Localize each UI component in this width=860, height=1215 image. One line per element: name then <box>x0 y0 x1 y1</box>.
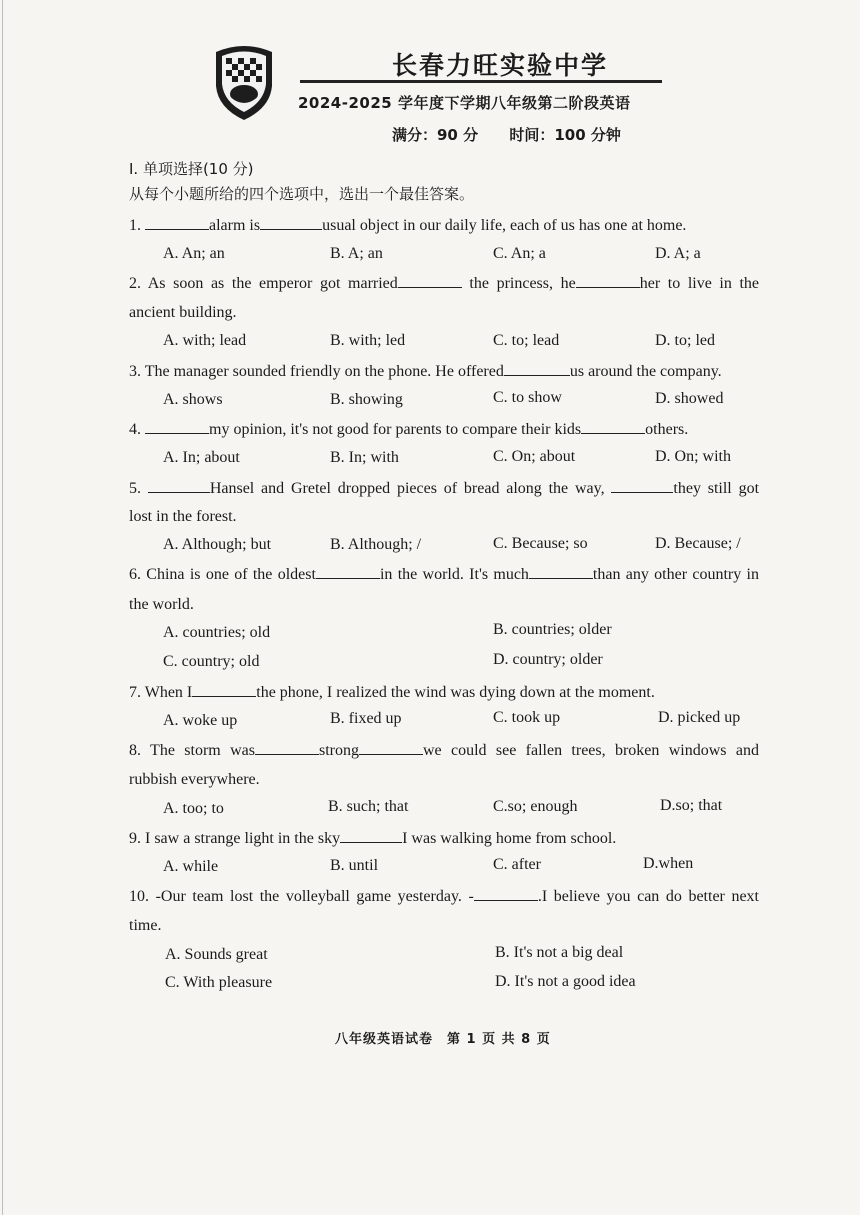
option-b[interactable]: B. such; that <box>328 798 409 815</box>
option-d[interactable]: D.when <box>643 855 694 872</box>
option-c[interactable]: C. to show <box>493 389 562 406</box>
answer-blank[interactable] <box>576 273 640 288</box>
option-d[interactable]: D. Because; / <box>655 535 741 552</box>
page-edge-line <box>2 0 3 1215</box>
option-d[interactable]: D. picked up <box>658 709 741 726</box>
section-title: I. 单项选择(10 分) <box>129 160 254 178</box>
option-a[interactable]: A. too; to <box>163 800 224 817</box>
option-b[interactable]: B. with; led <box>330 332 406 349</box>
answer-blank[interactable] <box>340 828 402 843</box>
answer-blank[interactable] <box>192 682 256 697</box>
option-a[interactable]: A. Sounds great <box>165 946 268 963</box>
answer-blank[interactable] <box>145 419 209 434</box>
option-a[interactable]: A. countries; old <box>163 624 271 641</box>
question-6-continued: the world. <box>129 596 194 613</box>
answer-blank[interactable] <box>611 478 673 493</box>
answer-blank[interactable] <box>504 361 570 376</box>
question-5-continued: lost in the forest. <box>129 508 237 525</box>
option-a[interactable]: A. woke up <box>163 712 238 729</box>
option-b[interactable]: B. A; an <box>330 245 383 262</box>
option-b[interactable]: B. Although; / <box>330 536 422 553</box>
title-divider <box>300 80 662 83</box>
option-a[interactable]: A. An; an <box>163 245 225 262</box>
question-5: 5. Hansel and Gretel dropped pieces of bread along the way, they still got <box>129 480 760 497</box>
answer-blank[interactable] <box>255 740 319 755</box>
option-a[interactable]: A. shows <box>163 391 223 408</box>
option-c[interactable]: C. On; about <box>493 448 576 465</box>
answer-blank[interactable] <box>260 215 322 230</box>
option-b[interactable]: B. It's not a big deal <box>495 944 624 961</box>
section-instruction: 从每个小题所给的四个选项中，选出一个最佳答案。 <box>129 185 475 203</box>
answer-blank[interactable] <box>529 564 593 579</box>
question-1: 1. alarm is usual object in our daily life, each of us has one at home. <box>129 217 687 234</box>
option-c[interactable]: C. An; a <box>493 245 546 262</box>
option-c[interactable]: C. country; old <box>163 653 260 670</box>
option-b[interactable]: B. until <box>330 857 379 874</box>
option-d[interactable]: D. showed <box>655 390 724 407</box>
school-logo-icon <box>210 42 278 122</box>
exam-time: 时间：100 分钟 <box>509 126 621 144</box>
option-b[interactable]: B. fixed up <box>330 710 402 727</box>
question-7: 7. When I the phone, I realized the wind was dying down at the moment. <box>129 684 655 701</box>
answer-blank[interactable] <box>145 215 209 230</box>
answer-blank[interactable] <box>474 886 538 901</box>
option-d[interactable]: D. A; a <box>655 245 701 262</box>
option-a[interactable]: A. In; about <box>163 449 240 466</box>
option-c[interactable]: C. With pleasure <box>165 974 273 991</box>
option-d[interactable]: D. country; older <box>493 651 603 668</box>
option-d[interactable]: D. It's not a good idea <box>495 973 636 990</box>
question-8: 8. The storm was strong we could see fallen trees, broken windows and <box>129 742 759 759</box>
option-a[interactable]: A. with; lead <box>163 332 247 349</box>
option-c[interactable]: C.so; enough <box>493 798 578 815</box>
question-10: 10. -Our team lost the volleyball game yesterday. - .I believe you can do better next <box>129 888 759 905</box>
exam-meta <box>392 124 647 145</box>
question-9: 9. I saw a strange light in the sky I was walking home from school. <box>129 830 617 847</box>
option-a[interactable]: A. Although; but <box>163 536 272 553</box>
option-b[interactable]: B. In; with <box>330 449 399 466</box>
option-c[interactable]: C. to; lead <box>493 332 560 349</box>
question-4: 4. my opinion, it's not good for parents to compare their kids others. <box>129 421 689 438</box>
answer-blank[interactable] <box>148 478 210 493</box>
full-marks: 满分：90 分 <box>392 126 479 144</box>
option-c[interactable]: C. Because; so <box>493 535 588 552</box>
exam-title: 2024-2025 学年度下学期八年级第二阶段英语 <box>298 94 631 112</box>
page-footer: 八年级英语试卷 第 1 页 共 8 页 <box>335 1032 551 1047</box>
question-10-continued: time. <box>129 917 162 934</box>
answer-blank[interactable] <box>398 273 462 288</box>
option-d[interactable]: D.so; that <box>660 797 723 814</box>
answer-blank[interactable] <box>581 419 645 434</box>
option-b[interactable]: B. countries; older <box>493 621 612 638</box>
school-name: 长春力旺实验中学 <box>392 51 609 80</box>
option-c[interactable]: C. after <box>493 856 541 873</box>
question-3: 3. The manager sounded friendly on the phone. He offered us around the company. <box>129 363 722 380</box>
answer-blank[interactable] <box>359 740 423 755</box>
option-d[interactable]: D. to; led <box>655 332 715 349</box>
question-6: 6. China is one of the oldest in the world. It's much than any other country in <box>129 566 759 583</box>
option-b[interactable]: B. showing <box>330 391 403 408</box>
question-2: 2. As soon as the emperor got married the princess, he her to live in the <box>129 275 760 292</box>
option-d[interactable]: D. On; with <box>655 448 731 465</box>
option-c[interactable]: C. took up <box>493 709 561 726</box>
question-8-continued: rubbish everywhere. <box>129 771 260 788</box>
answer-blank[interactable] <box>316 564 380 579</box>
option-a[interactable]: A. while <box>163 858 219 875</box>
question-2-continued: ancient building. <box>129 304 237 321</box>
